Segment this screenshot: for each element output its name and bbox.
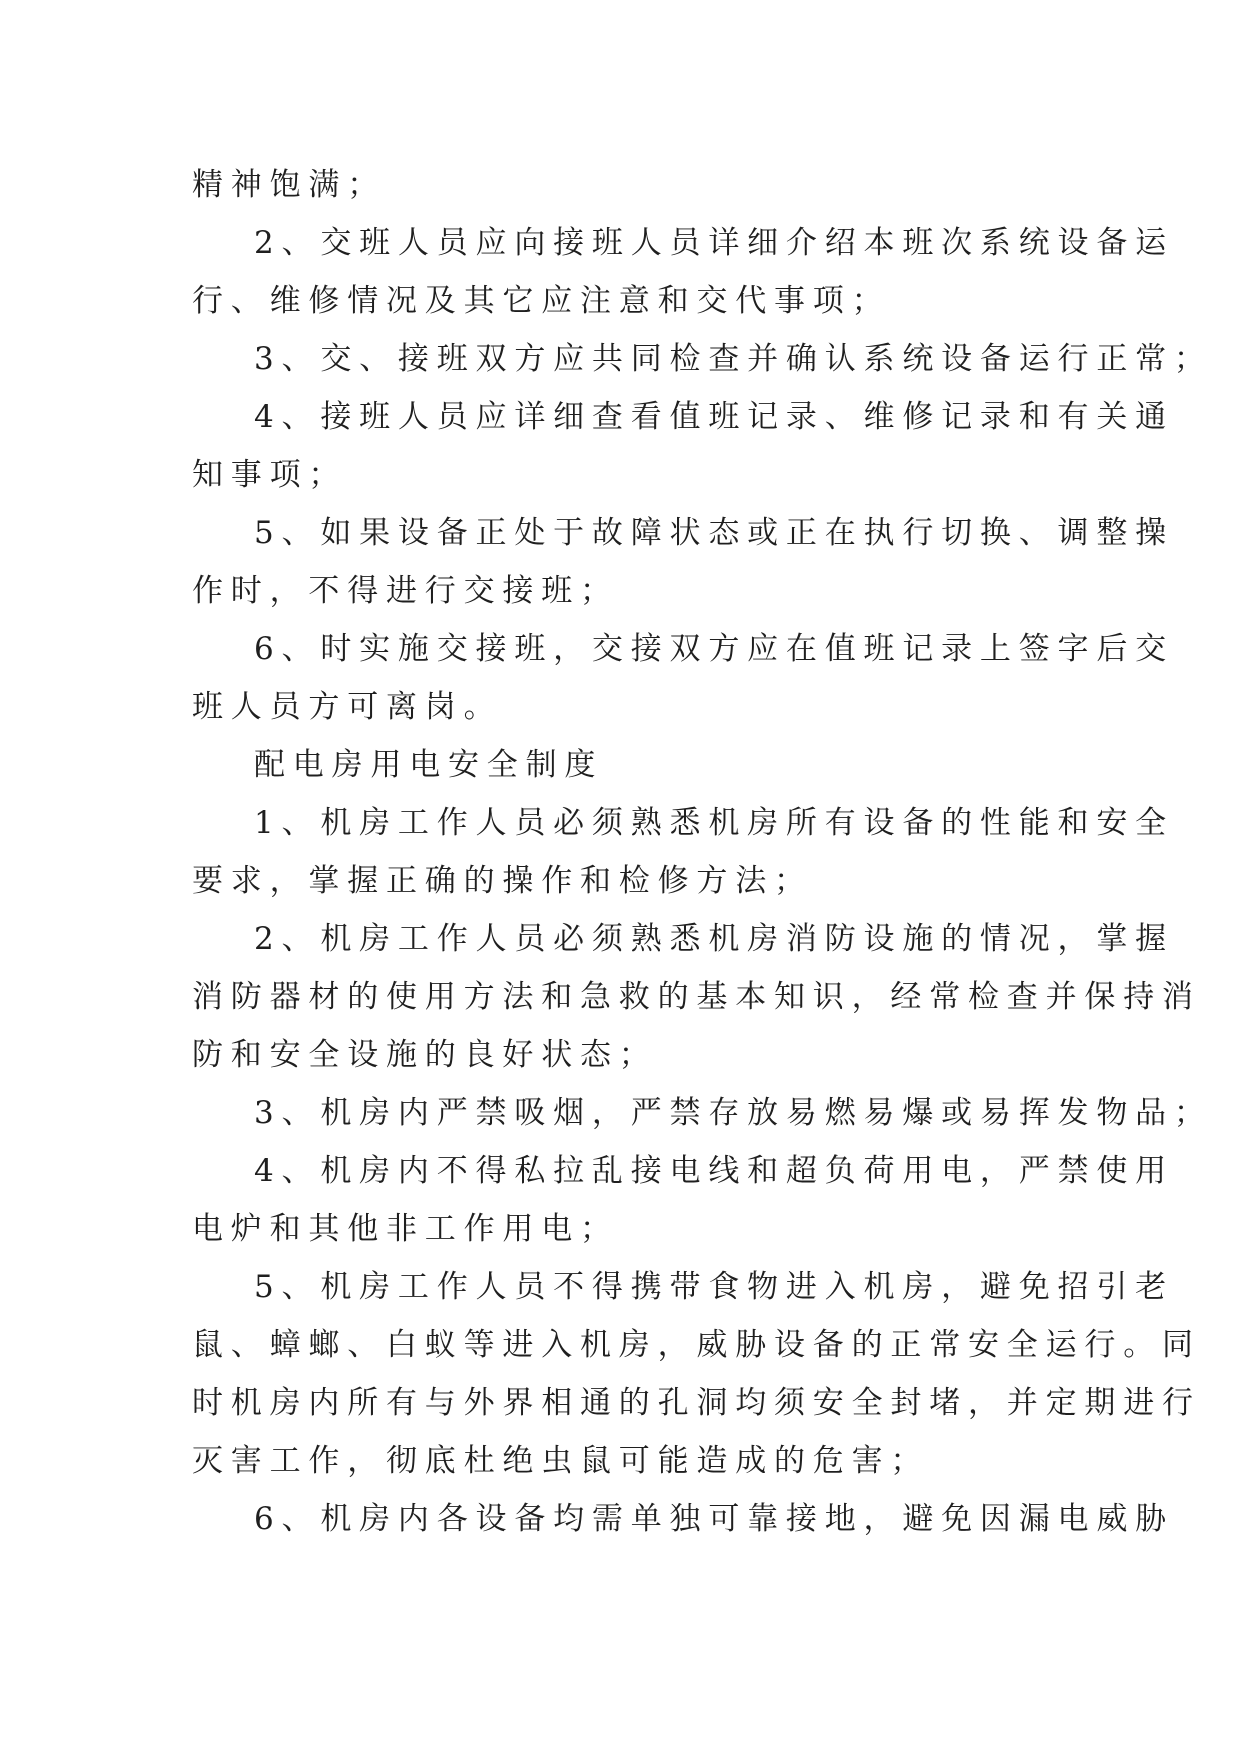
text-line: 6、机房内各设备均需单独可靠接地，避免因漏电威胁 (254, 1501, 1174, 1537)
text-line: 鼠、蟑螂、白蚁等进入机房，威胁设备的正常安全运行。同 (192, 1327, 1201, 1363)
text-line: 要求，掌握正确的操作和检修方法； (192, 863, 813, 899)
text-line: 精神饱满； (192, 167, 386, 203)
text-line: 5、如果设备正处于故障状态或正在执行切换、调整操 (254, 515, 1174, 551)
text-line: 时机房内所有与外界相通的孔洞均须安全封堵，并定期进行 (192, 1385, 1201, 1421)
section-heading: 配电房用电安全制度 (254, 747, 604, 783)
document-body (192, 156, 1213, 1548)
text-line: 作时，不得进行交接班； (192, 573, 619, 609)
text-line: 6、时实施交接班，交接双方应在值班记录上签字后交 (254, 631, 1174, 667)
text-line: 班人员方可离岗。 (192, 689, 503, 725)
text-line: 防和安全设施的良好状态； (192, 1037, 658, 1073)
text-line: 3、交、接班双方应共同检查并确认系统设备运行正常； (254, 341, 1213, 377)
text-line: 2、交班人员应向接班人员详细介绍本班次系统设备运 (254, 225, 1174, 261)
text-line: 4、接班人员应详细查看值班记录、维修记录和有关通 (254, 399, 1174, 435)
text-line: 1、机房工作人员必须熟悉机房所有设备的性能和安全 (254, 805, 1174, 841)
text-line: 电炉和其他非工作用电； (192, 1211, 619, 1247)
text-line: 行、维修情况及其它应注意和交代事项； (192, 283, 891, 319)
text-line: 灭害工作，彻底杜绝虫鼠可能造成的危害； (192, 1443, 930, 1479)
text-line: 3、机房内严禁吸烟，严禁存放易燃易爆或易挥发物品； (254, 1095, 1213, 1131)
text-line: 2、机房工作人员必须熟悉机房消防设施的情况，掌握 (254, 921, 1174, 957)
text-line: 4、机房内不得私拉乱接电线和超负荷用电，严禁使用 (254, 1153, 1174, 1189)
text-line: 消防器材的使用方法和急救的基本知识，经常检查并保持消 (192, 979, 1201, 1015)
text-line: 5、机房工作人员不得携带食物进入机房，避免招引老 (254, 1269, 1174, 1305)
text-line: 知事项； (192, 457, 348, 493)
